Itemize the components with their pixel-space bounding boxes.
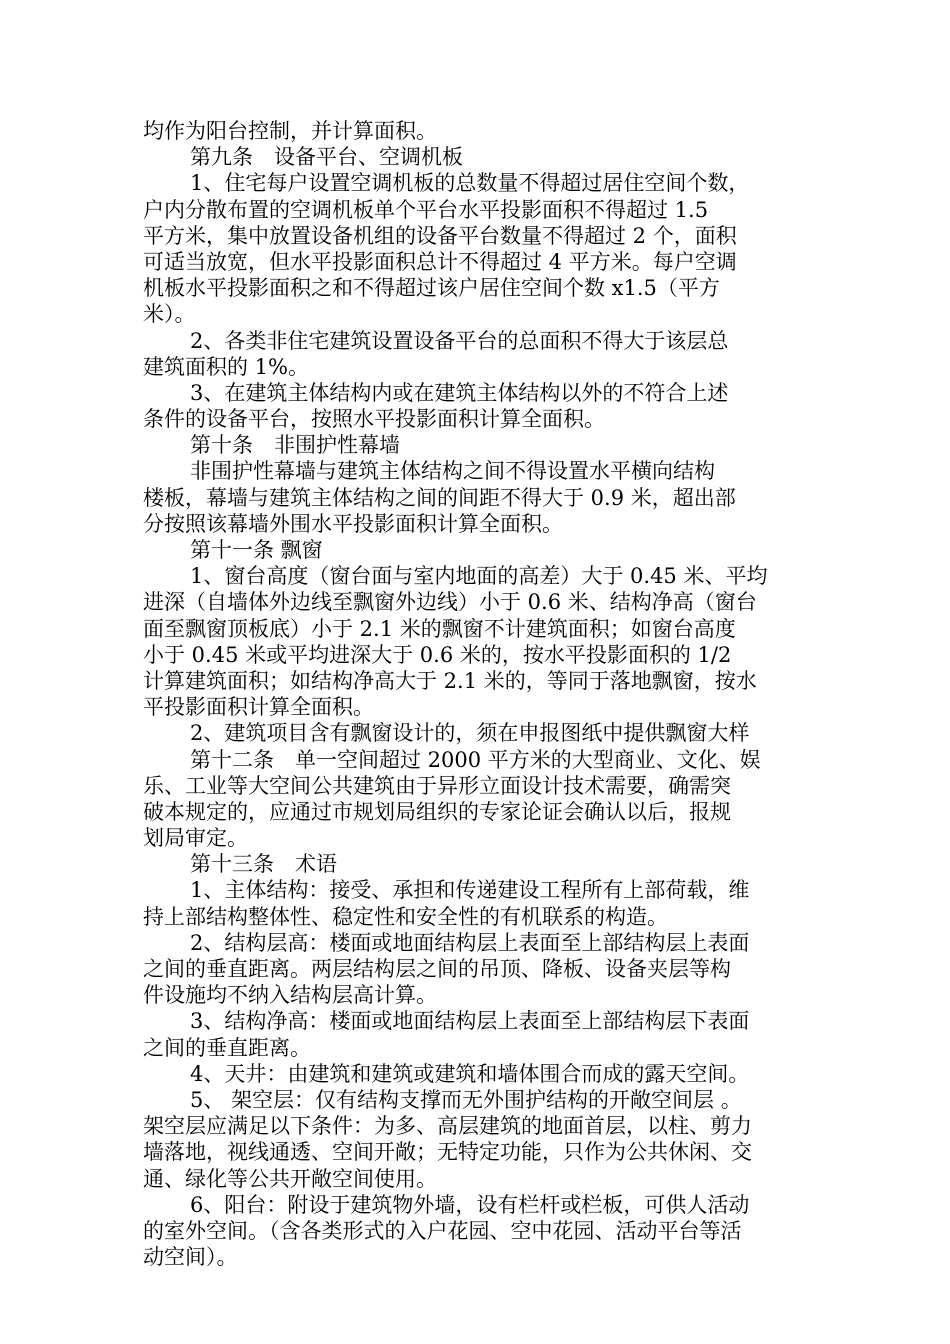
text-line: 户内分散布置的空调机板单个平台水平投影面积不得超过 1.5: [143, 197, 709, 222]
text-line: 之间的垂直距离。: [143, 1035, 311, 1060]
text-line: 第十二条 单一空间超过 2000 平方米的大型商业、文化、娱: [190, 747, 761, 772]
text-line: 乐、工业等大空间公共建筑由于异形立面设计技术需要，确需突: [143, 773, 731, 798]
text-line: 进深（自墙体外边线至飘窗外边线）小于 0.6 米、结构净高（窗台: [143, 590, 757, 615]
text-line: 楼板，幕墙与建筑主体结构之间的间距不得大于 0.9 米，超出部: [143, 485, 736, 510]
text-line: 面至飘窗顶板底）小于 2.1 米的飘窗不计建筑面积；如窗台高度: [143, 616, 736, 641]
text-line: 平方米，集中放置设备机组的设备平台数量不得超过 2 个，面积: [143, 223, 737, 248]
text-line: 均作为阳台控制，并计算面积。: [143, 119, 437, 143]
text-line: 件设施均不纳入结构层高计算。: [143, 983, 437, 1008]
text-line: 1、窗台高度（窗台面与室内地面的高差）大于 0.45 米、平均: [190, 564, 768, 589]
text-line: 可适当放宽，但水平投影面积总计不得超过 4 平方米。每户空调: [143, 249, 737, 274]
text-line: 架空层应满足以下条件：为多、高层建筑的地面首层，以柱、剪力: [143, 1114, 752, 1139]
text-line: 机板水平投影面积之和不得超过该户居住空间个数 x1.5（平方: [143, 276, 720, 301]
text-line: 第十三条 术语: [190, 852, 337, 877]
text-line: 破本规定的，应通过市规划局组织的专家论证会确认以后，报规: [143, 799, 731, 824]
text-line: 5、 架空层：仅有结构支撑而无外围护结构的开敞空间层 。: [190, 1087, 742, 1112]
text-line: 第九条 设备平台、空调机板: [190, 145, 463, 170]
text-line: 动空间）。: [143, 1245, 238, 1270]
text-line: 米）。: [143, 302, 196, 327]
text-line: 第十条 非围护性幕墙: [190, 433, 400, 458]
text-line: 4、天井：由建筑和建筑或建筑和墙体围合而成的露天空间。: [190, 1061, 750, 1086]
text-line: 条件的设备平台，按照水平投影面积计算全面积。: [143, 407, 605, 432]
text-line: 计算建筑面积；如结构净高大于 2.1 米的，等同于落地飘窗，按水: [143, 668, 757, 693]
text-line: 非围护性幕墙与建筑主体结构之间不得设置水平横向结构: [190, 459, 715, 484]
document-body: [143, 118, 808, 1270]
text-line: 3、在建筑主体结构内或在建筑主体结构以外的不符合上述: [190, 380, 729, 405]
text-line: 3、结构净高：楼面或地面结构层上表面至上部结构层下表面: [190, 1009, 750, 1034]
text-line: 2、结构层高：楼面或地面结构层上表面至上部结构层上表面: [190, 930, 750, 955]
text-line: 1、主体结构：接受、承担和传递建设工程所有上部荷载，维: [190, 878, 750, 903]
text-line: 小于 0.45 米或平均进深大于 0.6 米的，按水平投影面积的 1/2: [143, 642, 732, 667]
text-line: 通、绿化等公共开敞空间使用。: [143, 1166, 437, 1191]
text-line: 持上部结构整体性、稳定性和安全性的有机联系的构造。: [143, 904, 668, 929]
text-line: 分按照该幕墙外围水平投影面积计算全面积。: [143, 511, 563, 536]
text-line: 平投影面积计算全面积。: [143, 695, 374, 720]
text-line: 2、建筑项目含有飘窗设计的，须在申报图纸中提供飘窗大样: [190, 721, 750, 746]
text-line: 之间的垂直距离。两层结构层之间的吊顶、降板、设备夹层等构: [143, 957, 731, 981]
text-line: 第十一条 飘窗: [190, 538, 323, 562]
text-line: 划局审定。: [143, 826, 248, 851]
text-line: 建筑面积的 1%。: [143, 354, 309, 379]
text-line: 1、住宅每户设置空调机板的总数量不得超过居住空间个数，: [190, 171, 750, 196]
text-line: 墙落地，视线通透、空间开敞；无特定功能，只作为公共休闲、交: [143, 1140, 752, 1165]
text-line: 2、各类非住宅建筑设置设备平台的总面积不得大于该层总: [190, 328, 729, 353]
text-line: 的室外空间。（含各类形式的入户花园、空中花园、活动平台等活: [143, 1218, 742, 1243]
text-line: 6、阳台：附设于建筑物外墙，设有栏杆或栏板，可供人活动: [190, 1192, 750, 1217]
